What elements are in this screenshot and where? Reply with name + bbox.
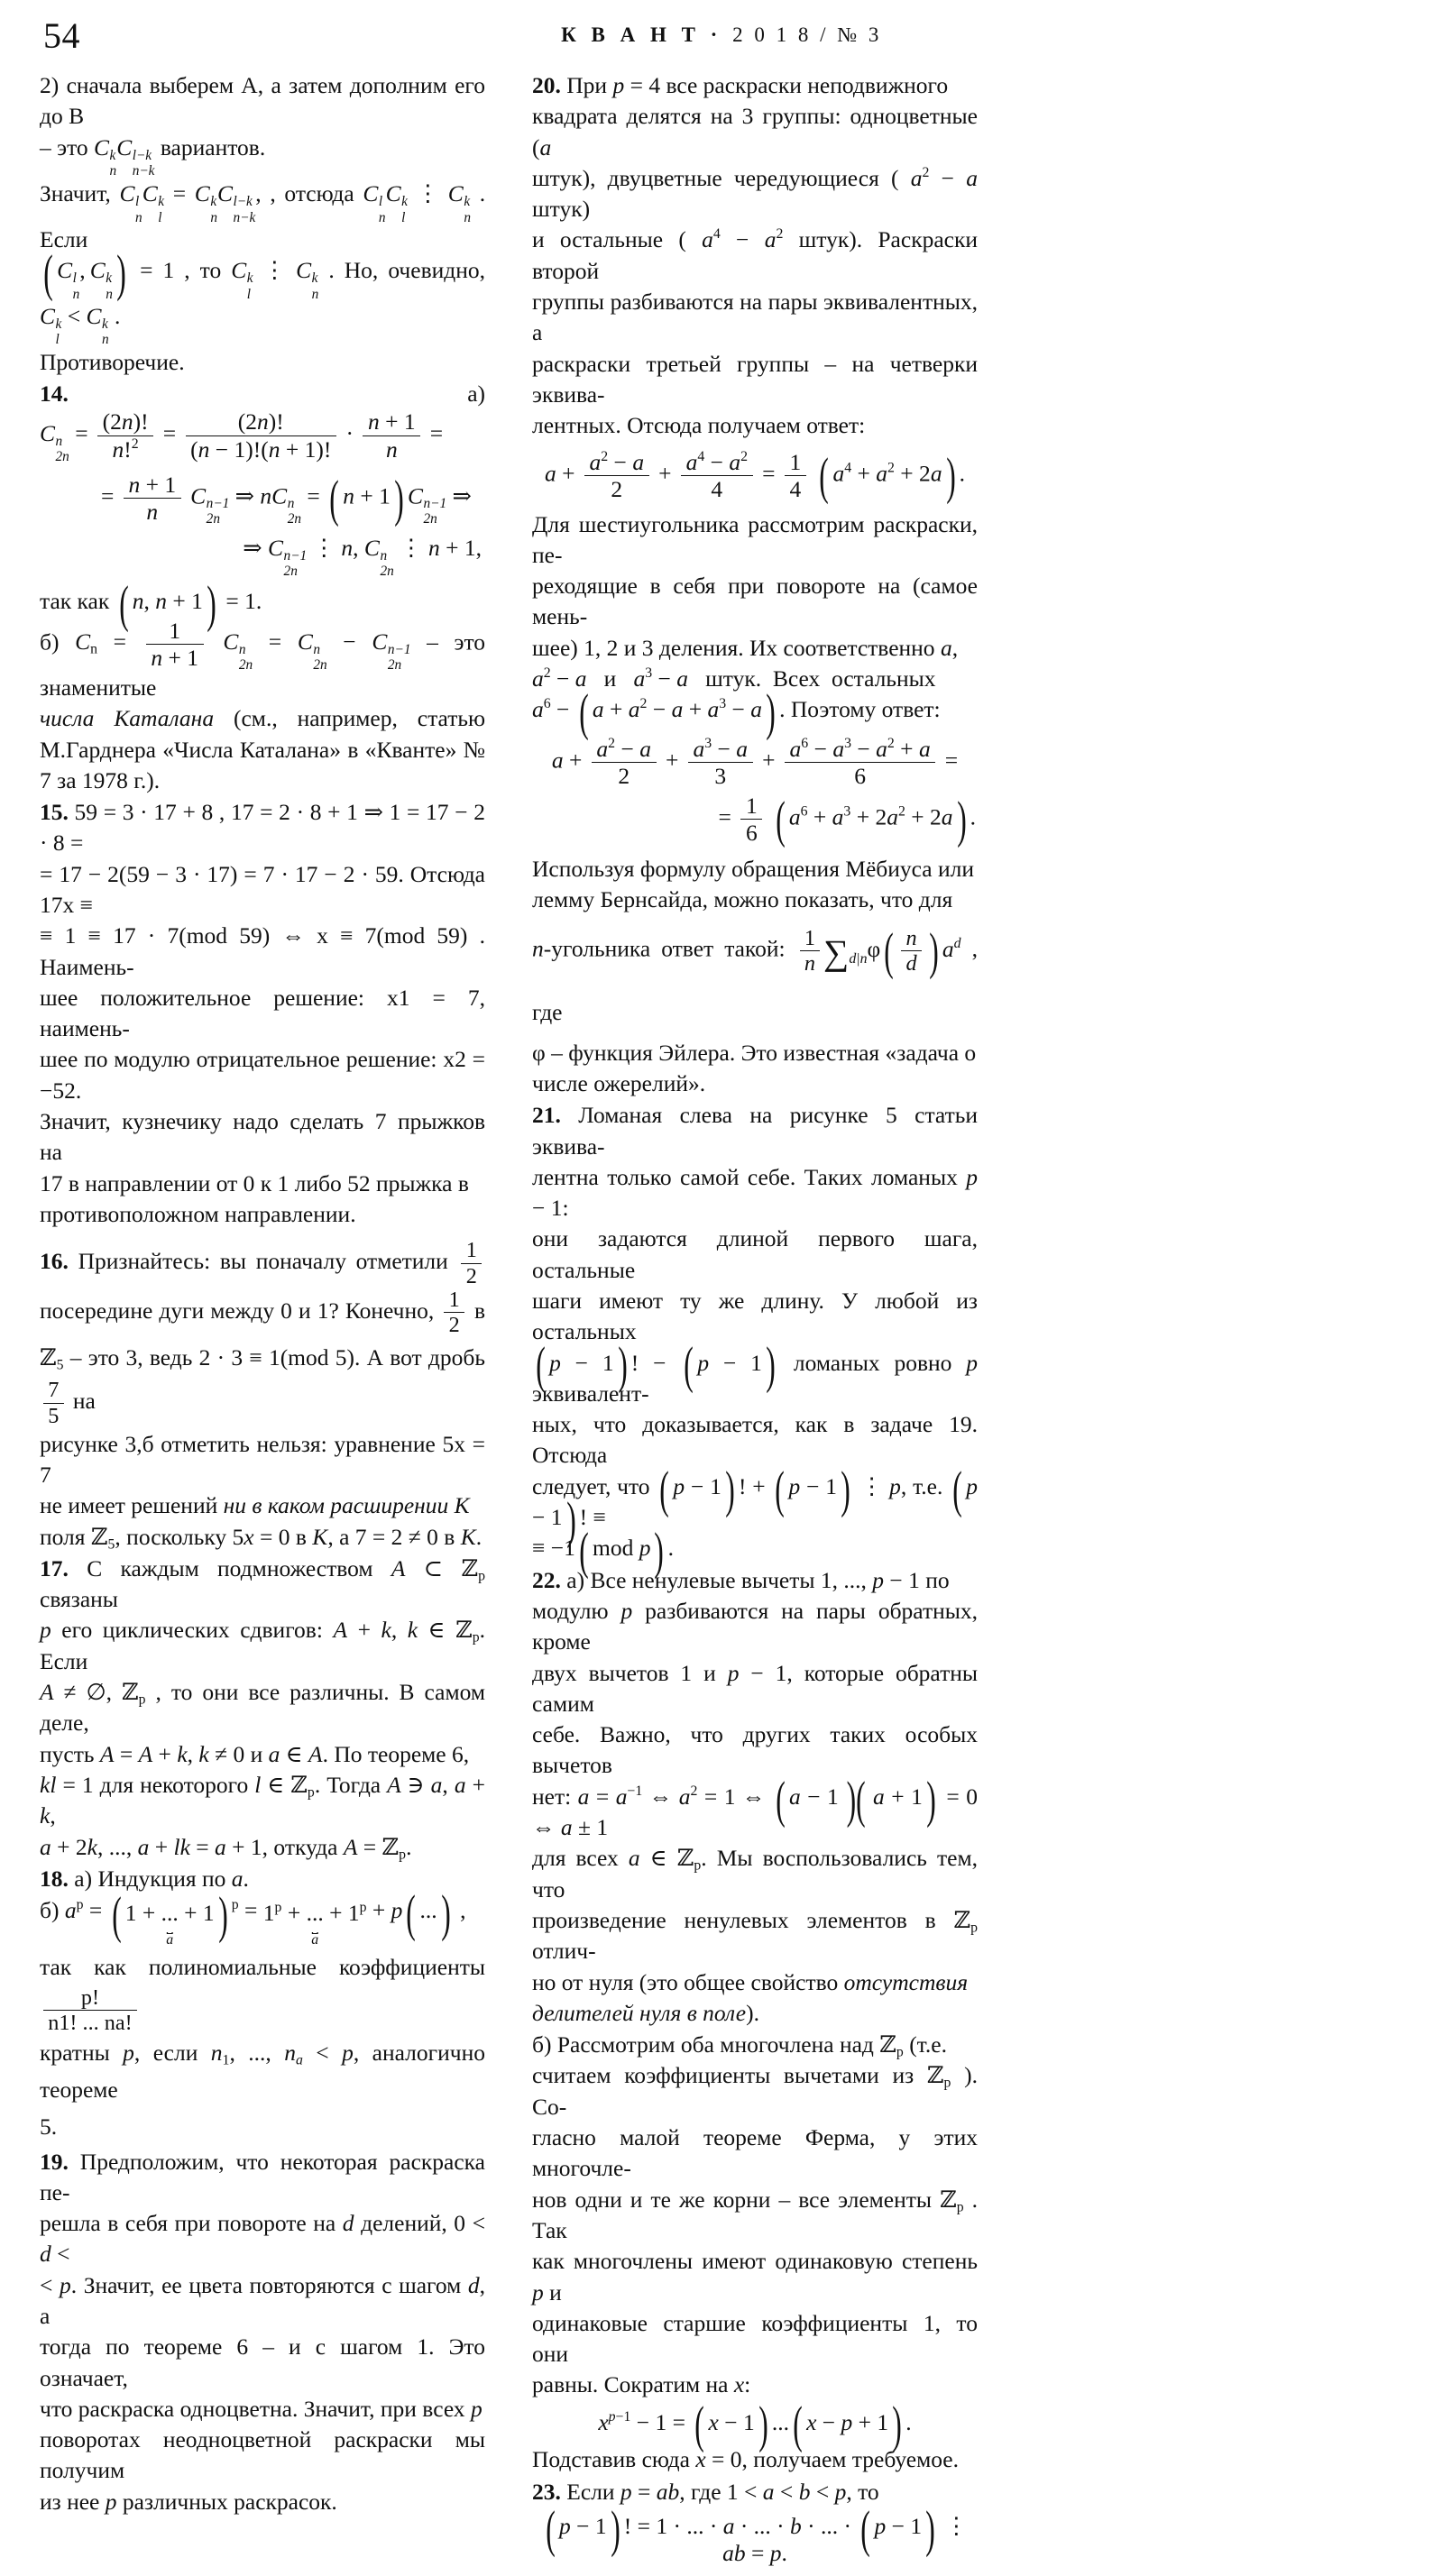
item-22b-line7: равны. Сократим на x: bbox=[532, 2371, 751, 2398]
catalan-reference: (см., например, статью М.Гарднера «Числа Каталана» в «Кванте» № 7 за 1978 г.). bbox=[40, 705, 486, 793]
item-22-line7: произведение ненулевых элементов в ℤ$_p$ отлич- bbox=[532, 1906, 978, 1965]
item-22b-line5: как многочлены имеют одинаковую степень p и bbox=[532, 2248, 978, 2306]
item-22b-tail bbox=[532, 2444, 978, 2475]
item-20-line1: При p = 4 все раскраски неподвижного bbox=[566, 72, 949, 98]
item-17-number: 17. bbox=[40, 1554, 69, 1581]
item-22-line5: нет: $a = a^{-1}$ ⇔ $a^2 = 1$ ⇔ ( a − 1 )( a + 1) = 0 ⇔ a ± 1 bbox=[532, 1771, 978, 1841]
item-20-line7: лентных. Отсюда получаем ответ: bbox=[532, 412, 866, 439]
item-22-line3: двух вычетов 1 и p − 1, которые обратны самим bbox=[532, 1659, 978, 1717]
item-17 bbox=[40, 1554, 485, 1863]
item-22-line8: но от нуля (это общее свойство отсутствия bbox=[532, 1968, 969, 1995]
catalan-intro: – это знаменитые bbox=[40, 628, 486, 701]
item-20-line6: раскраски третьей группы – на четверки эквива- bbox=[532, 350, 978, 408]
issue-label: 2 0 1 8 / № 3 bbox=[732, 23, 882, 46]
item-16-na: на bbox=[72, 1388, 96, 1415]
item-19-line4: тогда по теореме 6 – и с шагом 1. Это означает, bbox=[40, 2333, 485, 2391]
item-15-line7: 17 в направлении от 0 к 1 либо 52 прыжка в bbox=[40, 1169, 469, 1196]
mobius-line2: лемму Бернсайда, можно показать, что для bbox=[532, 886, 953, 913]
formula-euler-sum: $\frac{1}{n}$ $\sum_{d|n}\varphi$( $\frac{n}{d}$ ) $a^d$ bbox=[796, 936, 972, 962]
item-23 bbox=[532, 2477, 978, 2507]
hexagon-line1: Для шестиугольника рассмотрим раскраски, пе- bbox=[532, 510, 978, 568]
item-15-line2: = 17 − 2(59 − 3 · 17) = 7 · 17 − 2 · 59. Отсюда 17x ≡ bbox=[40, 860, 485, 918]
item-14-b-label: б) bbox=[40, 628, 60, 655]
formula-gcd: ( C l n , C k n ) = 1 bbox=[43, 245, 185, 303]
item-15 bbox=[40, 797, 485, 1230]
item-16-line6: поля ℤ$_5$, поскольку 5x = 0 в K, а 7 = 2 ≠ 0 в K. bbox=[40, 1523, 483, 1552]
item-16-line2: посередине дуги между 0 и 1? Конечно, bbox=[40, 1297, 435, 1324]
no-ochevidno: . Но, очевидно, bbox=[328, 257, 485, 284]
item-21-line7: следует, что ( p − 1) ! + ( p − 1) ⋮ p, т.е. ( p − 1) ! ≡ bbox=[532, 1461, 979, 1549]
variant-2-line1: 2) сначала выберем A, а затем дополним его до B bbox=[40, 72, 485, 130]
item-20-line4: и остальные ( $a^4 - a^2$ штук). Раскраски второй bbox=[532, 226, 979, 284]
item-22-b-label: б) bbox=[532, 2031, 552, 2058]
item-14-a-label: а) bbox=[467, 380, 485, 408]
hexagon-line3: шее) 1, 2 и 3 деления. Их соответственно a, bbox=[532, 634, 959, 661]
item-21-number: 21. bbox=[532, 1102, 561, 1129]
paragraph-znachit bbox=[40, 179, 485, 378]
item-20-line3: штук), двуцветные чередующиеся ( $a^2 - a$ штук) bbox=[532, 164, 978, 223]
item-19-line2: решла в себя при повороте на d делений, 0 < d < bbox=[40, 2210, 485, 2268]
item-22b-line3: гласно малой теореме Ферма, у этих многочле- bbox=[532, 2124, 978, 2182]
formula-inequality: C k l < C k n . bbox=[40, 303, 121, 348]
item-18b-line4: 5. bbox=[40, 2113, 58, 2140]
item-18b-line2: так как полиномиальные коэффициенты bbox=[40, 1953, 485, 1980]
mobius-tail bbox=[532, 1038, 978, 1100]
formula-cnk-cnk: C k n C l−k n−k bbox=[94, 133, 155, 179]
item-20-line2: квадрата делятся на 3 группы: одноцветные (a bbox=[532, 103, 978, 160]
znachit-word: Значит, bbox=[40, 180, 111, 207]
item-18a-text: Индукция по a. bbox=[97, 1865, 249, 1892]
item-22-number: 22. bbox=[532, 1566, 561, 1593]
item-23-line1: Если p = ab, где 1 < a < b < p, то bbox=[566, 2478, 879, 2505]
item-22-line4: себе. Важно, что других таких особых вычетов bbox=[532, 1721, 978, 1779]
item-21-line6: ных, что доказывается, как в задаче 19. Отсюда bbox=[532, 1411, 978, 1469]
item-16 bbox=[40, 1239, 485, 1427]
item-21-line4: шаги имеют ту же длину. У любой из остальных bbox=[532, 1288, 978, 1345]
otsyuda-word: , отсюда bbox=[270, 180, 354, 207]
item-20-line5: группы разбиваются на пары эквивалентных, а bbox=[532, 289, 978, 346]
item-19-line1: Предположим, что некоторая раскраска пе- bbox=[40, 2148, 485, 2205]
item-22b-line6: одинаковые старшие коэффициенты 1, то они bbox=[532, 2309, 978, 2368]
mobius-line5: числе ожерелий». bbox=[532, 1069, 706, 1096]
item-22-line6: для всех a ∈ ℤ$_p$. Мы воспользовались тем, что bbox=[532, 1845, 978, 1902]
formula-18b: $a^p$ = ( 1 + ... + 1) ⎵ a $^p$ = $1^p$ + ... + $1^p$ ⎵ a + p( ...) , bbox=[64, 1884, 466, 1948]
item-22-line2: модулю p разбиваются на пары обратных, кроме bbox=[532, 1597, 979, 1655]
formula-22b: $x^{p-1} - 1$ = ( x − 1) ...( x − p + 1) . bbox=[598, 2397, 912, 2454]
formula-divisibility-2: C k l ⋮ C k n bbox=[231, 257, 319, 302]
item-20-hexagon bbox=[532, 509, 978, 742]
item-21-line8: ≡ −1( mod p) . bbox=[532, 1523, 674, 1581]
item-19 bbox=[40, 2147, 485, 2518]
item-17-line2: p его циклических сдвигов: A + k, k ∈ ℤ$_p$. Если bbox=[40, 1617, 485, 1674]
italic-otsutstviya: отсутствия bbox=[843, 1968, 969, 1995]
item-16-line5a: не имеет решений bbox=[40, 1492, 218, 1519]
journal-name: К В А Н Т bbox=[561, 23, 701, 46]
fraction-multinomial: $\frac{p!}{n1! ... na!}$ bbox=[43, 1986, 137, 2035]
running-head bbox=[40, 0, 1403, 70]
item-22b-line4: нов одни и те же корни – все элементы ℤ$_p$ . Так bbox=[532, 2186, 978, 2243]
protivorechie-word: Противоречие. bbox=[40, 348, 185, 375]
formula-equality-1: C l n C k l = C k n C l−k n−k , bbox=[119, 180, 271, 225]
formula-14a-line3: ⇒ C n−1 2n ⋮ n, C n 2n ⋮ n + 1, bbox=[243, 534, 482, 579]
item-16-cont bbox=[40, 1429, 485, 1553]
item-15-line6: Значит, кузнечику надо сделать 7 прыжков на bbox=[40, 1108, 485, 1166]
formula-14a-line1: C n 2n = $\frac{(2n)!}{n!^2}$ = $\frac{(2n)!}{(n - 1)!(n + 1)!}$ · $\frac{n + 1}{n}$ = bbox=[40, 408, 444, 465]
to-word: , то bbox=[184, 257, 222, 284]
mobius-line1: Используя формулу обращения Мёбиуса или bbox=[532, 855, 975, 882]
item-16-line3: это 3, ведь 2 · 3 ≡ 1(mod 5). А вот дробь bbox=[87, 1343, 486, 1371]
head-separator: · bbox=[710, 23, 722, 46]
item-18b-cont bbox=[40, 1949, 485, 2146]
mobius-line3: n-угольника ответ такой: bbox=[532, 935, 786, 962]
italic-delitelei: делителей нуля в поле bbox=[532, 1999, 747, 2026]
item-15-line8: противоположном направлении. bbox=[40, 1200, 356, 1227]
paragraph-variant-2 bbox=[40, 70, 485, 178]
hexagon-line2: реходящие в себя при повороте на (самое мень- bbox=[532, 573, 978, 630]
formula-20-hexagon-result: = $\frac{1}{6}$ ( $a^6 + a^3 + 2a^2 + 2a$) . bbox=[718, 791, 976, 848]
journal-title-line bbox=[40, 23, 1403, 47]
item-22b-line8: Подставив сюда x = 0, получаем требуемое. bbox=[532, 2446, 959, 2473]
item-20 bbox=[532, 70, 978, 442]
item-14a-tail bbox=[40, 576, 485, 634]
item-17-line3: A ≠ ∅, ℤ$_p$ , то они все различны. В самом деле, bbox=[40, 1679, 485, 1737]
formula-14a-line2: = $\frac{n + 1}{n}$ C n−1 2n ⇒ nC n 2n = ( n + 1) C n−1 2n ⇒ bbox=[101, 470, 472, 527]
formula-20-hexagon: a + $\frac{a^2 - a}{2}$ + $\frac{a^3 - a}{3}$ + $\frac{a^6 - a^3 - a^2 + a}{6}$ = bbox=[551, 735, 959, 789]
item-15-line5: шее по модулю отрицательное решение: x2 = −52. bbox=[40, 1046, 485, 1104]
item-18-number: 18. bbox=[40, 1865, 69, 1892]
item-17-line1: С каждым подмножеством A ⊂ ℤ$_p$ связаны bbox=[40, 1554, 485, 1613]
esli-word: . Если bbox=[40, 180, 486, 253]
item-19-line3: < p. Значит, ее цвета повторяются с шагом d, а bbox=[40, 2271, 485, 2329]
mobius-paragraph bbox=[532, 854, 978, 916]
variant-2-prefix: – это bbox=[40, 133, 88, 160]
left-column bbox=[40, 70, 485, 2518]
item-18a bbox=[40, 1864, 485, 1894]
hexagon-line4: $a^2 - a$ и $a^3 - a$ штук. Всех остальных bbox=[532, 665, 936, 692]
item-16-line4: рисунке 3,б отметить нельзя: уравнение 5x = 7 bbox=[40, 1430, 485, 1488]
tak-kak-clause: так как ( n, n + 1) = 1. bbox=[40, 576, 262, 634]
item-14b bbox=[40, 619, 485, 796]
variant-2-suffix: вариантов. bbox=[160, 133, 266, 160]
formula-23: ( p − 1) ! = 1 · ... · a · ... · b · ... · ( p − 1) ⋮ ab = p. bbox=[546, 2500, 969, 2567]
gde-word: , где bbox=[532, 935, 979, 1026]
item-22-line9-close: ). bbox=[746, 1999, 759, 2026]
item-18-b-label: б) bbox=[40, 1897, 60, 1924]
item-17-line5: kl = 1 для некоторого l ∈ ℤ$_p$. Тогда A ∋ a, a + k, bbox=[40, 1771, 485, 1829]
item-18b bbox=[40, 1884, 485, 1948]
item-19-number: 19. bbox=[40, 2148, 69, 2175]
item-17-line4: пусть A = A + k, k ≠ 0 и a ∈ A. По теореме 6, bbox=[40, 1740, 470, 1767]
item-16-number: 16. bbox=[40, 1248, 69, 1275]
item-17-line6: a + 2k, ..., a + lk = a + 1, откуда A = ℤ$_p$. bbox=[40, 1833, 412, 1862]
item-20-number: 20. bbox=[532, 72, 561, 98]
right-column bbox=[532, 70, 978, 2576]
hexagon-line5: $a^6$ − ( $a + a^2 - a + a^3 - a$) . Поэтому ответ: bbox=[532, 684, 941, 742]
item-22-line9 bbox=[532, 2000, 759, 2026]
item-16-z5: в ℤ$_5$ – bbox=[40, 1297, 485, 1373]
item-22a bbox=[532, 1565, 978, 2029]
page-number: 54 bbox=[43, 15, 80, 56]
item-15-line3: ≡ 1 ≡ 17 · 7(mod 59) ⇔ x ≡ 7(mod 59) . Наимень- bbox=[40, 922, 485, 980]
item-21-line2: лентна только самой себе. Таких ломаных p − 1: bbox=[532, 1163, 978, 1222]
item-21-line5: ( p − 1) ! − ( p − 1) ломаных ровно p эквивалент- bbox=[532, 1337, 978, 1407]
item-23-number: 23. bbox=[532, 2478, 561, 2505]
item-18b-line3: кратны p, если $n_1$, ..., $n_a < p$, аналогично теореме bbox=[40, 2040, 485, 2103]
item-22b-line1: Рассмотрим оба многочлена над ℤ$_p$ (т.е. bbox=[556, 2031, 947, 2060]
fraction-seven-fifths: $\frac{7}{5}$ bbox=[43, 1379, 64, 1427]
item-19-line6: поворотах неодноцветной раскраски мы получим bbox=[40, 2426, 485, 2484]
fraction-one-half-a: $\frac{1}{2}$ bbox=[461, 1239, 482, 1288]
item-22b-line2: считаем коэффициенты вычетами из ℤ$_p$ ). Со- bbox=[532, 2062, 978, 2120]
item-16-line1: Признайтесь: вы поначалу отметили bbox=[78, 1248, 448, 1275]
item-14 bbox=[40, 379, 485, 463]
item-15-line4: шее положительное решение: x1 = 7, наимень- bbox=[40, 984, 485, 1042]
item-22b bbox=[532, 2030, 978, 2401]
item-21-line3: они задаются длиной первого шага, остальные bbox=[532, 1225, 978, 1283]
item-22-a-label: а) bbox=[566, 1566, 585, 1593]
formula-20-square: a + $\frac{a^2 - a}{2}$ + $\frac{a^4 - a^2}{4}$ = $\frac{1}{4}$ ( $a^4 + a^2 + 2a$) . bbox=[544, 447, 966, 505]
mobius-line4: φ – функция Эйлера. Это известная «задача о bbox=[532, 1039, 977, 1066]
item-19-line7: из нее p различных раскрасок. bbox=[40, 2488, 337, 2515]
two-column-body bbox=[40, 70, 1403, 2576]
item-22-line1: Все ненулевые вычеты 1, ..., p − 1 по bbox=[590, 1566, 950, 1593]
item-18-a-label: а) bbox=[74, 1865, 93, 1892]
item-15-number: 15. bbox=[40, 799, 69, 826]
item-21-line1: Ломаная слева на рисунке 5 статьи эквива- bbox=[532, 1102, 978, 1160]
formula-catalan: $C_n$ = $\frac{1}{n + 1}$ C n 2n = C n 2n − C n−1 2n bbox=[75, 617, 411, 674]
catalan-numbers-italic: числа Каталана bbox=[40, 705, 215, 732]
item-14-number: 14. bbox=[40, 380, 69, 408]
fraction-one-half-b: $\frac{1}{2}$ bbox=[444, 1288, 464, 1337]
item-16-line5-italic: ни в каком расширении K bbox=[223, 1492, 470, 1519]
formula-divisibility-1: C l n C k l ⋮ C k n bbox=[363, 180, 471, 225]
item-15-line1: 59 = 3 · 17 + 8 , 17 = 2 · 8 + 1 ⇒ 1 = 17 − 2 · 8 = bbox=[40, 799, 486, 857]
mobius-formula-paragraph bbox=[532, 916, 978, 1036]
item-19-line5: что раскраска одноцветна. Значит, при всех p bbox=[40, 2395, 483, 2422]
